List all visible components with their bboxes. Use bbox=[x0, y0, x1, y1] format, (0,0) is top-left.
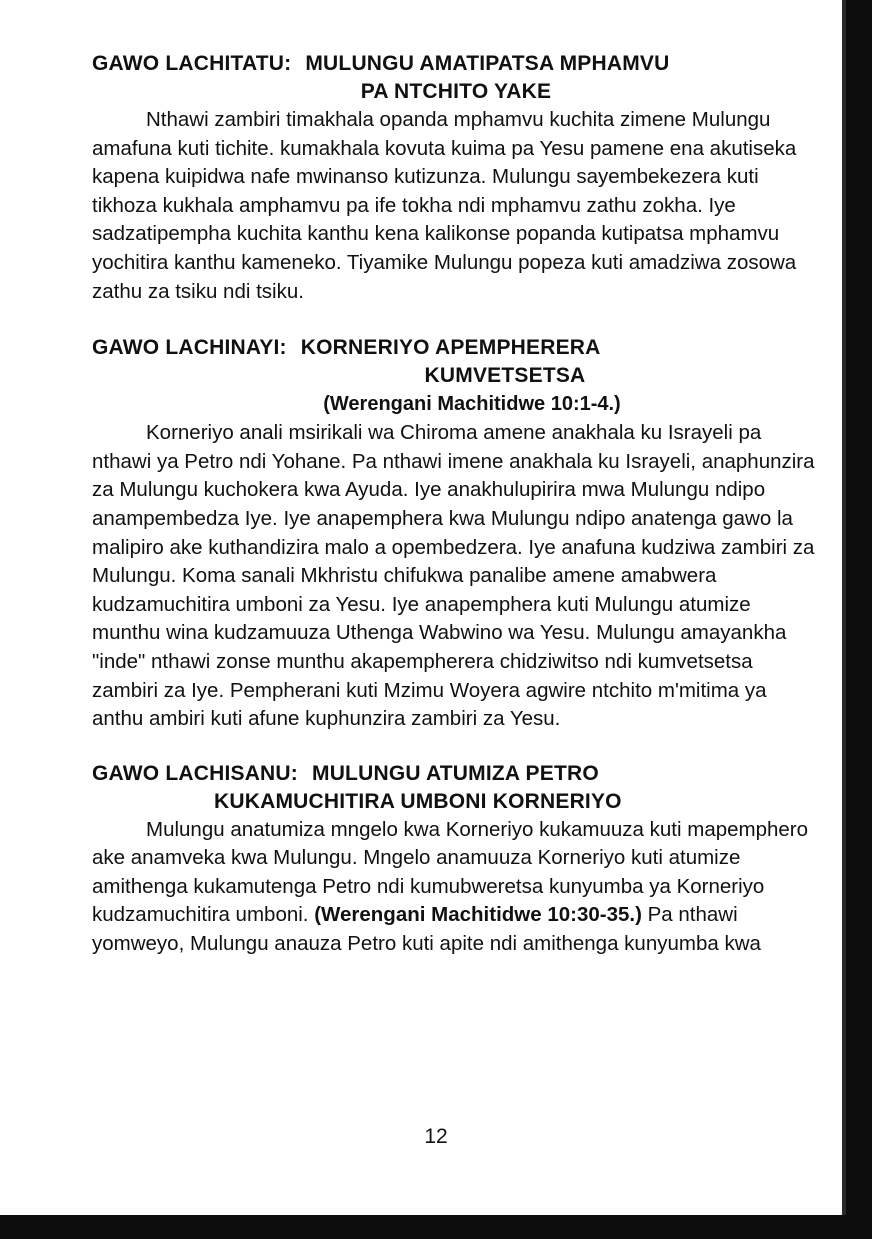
section-3-title-line2: PA NTCHITO YAKE bbox=[360, 80, 552, 103]
section-5-heading bbox=[92, 760, 820, 816]
section-5-title-line1: MULUNGU ATUMIZA PETRO bbox=[312, 761, 599, 785]
section-5-body bbox=[92, 816, 820, 959]
section-5-label: GAWO LACHISANU: bbox=[92, 761, 298, 785]
section-5-body-after: Pa nthawi yomweyo, Mulungu anauza Petro kuti apite ndi amithenga kunyumba kwa bbox=[92, 903, 761, 956]
section-5-title-line2: KUKAMUCHITIRA UMBONI KORNERIYO bbox=[214, 789, 622, 813]
section-3-title-line1: MULUNGU AMATIPATSA MPHAMVU bbox=[305, 52, 670, 75]
section-4-title-line1: KORNERIYO APEMPHERERA bbox=[300, 336, 601, 360]
section-5-reference: (Werengani Machitidwe 10:30-35.) bbox=[314, 903, 642, 927]
section-3-heading bbox=[92, 50, 820, 106]
section-5-body-before: Mulungu anatumiza mngelo kwa Korneriyo kukamuuza kuti mapemphero ake anamveka kwa Mulungu. Mngelo anamuuza Korneriyo kuti atumize amithenga kukamutenga Petro ndi kumubweretsa kunyumba ya Korneriyo kudzamuchitira umboni. bbox=[92, 817, 809, 927]
section-3-label: GAWO LACHITATU: bbox=[92, 52, 292, 75]
page-number: 12 bbox=[424, 1125, 448, 1148]
section-4-title-line2: KUMVETSETSA bbox=[424, 364, 586, 388]
section-4-body: Korneriyo anali msirikali wa Chiroma amene anakhala ku Israyeli pa nthawi ya Petro ndi Yohane. Pa nthawi imene anakhala ku Israyeli, anaphunzira za Mulungu kuchokera kwa Ayuda. Iye anakhulupirira mwa Mulungu ndipo anampembedza Iye. Iye anapemphera kwa Mulungu ndipo anatenga gawo la malipiro ake kuthandizira malo a opembedzera. Iye anafuna kudziwa zambiri za Mulungu. Koma sanali Mkhristu chifukwa panalibe amene amabwera kudzamuchitira umboni za Yesu. Iye anapemphera kuti Mulungu atumize munthu wina kudzamuuza Uthenga Wabwino wa Yesu. Mulungu amayankha "inde" nthawi zonse munthu akapempherera chidziwitso ndi kumvetsetsa zambiri za Iye. Pempherani kuti Mzimu Woyera agwire ntchito m'mitima ya anthu ambiri kuti afune kuphunzira zambiri za Yesu. bbox=[92, 421, 815, 731]
section-4-reference: (Werengani Machitidwe 10:1-4.) bbox=[323, 393, 621, 416]
scan-edge-right bbox=[846, 0, 872, 1239]
page-content bbox=[92, 50, 820, 959]
section-3-body: Nthawi zambiri timakhala opanda mphamvu kuchita zimene Mulungu amafuna kuti tichite. kumakhala kovuta kuima pa Yesu pamene ena akutiseka kapena kuipidwa nafe mwinanso kutizunza. Mulungu sayembekezera kuti tikhoza kukhala amphamvu pa ife tokha ndi mphamvu zathu zokha. Iye sadzatipempha kuchita kanthu kena kalikonse popanda kutipatsa mphamvu yochitira kanthu kameneko. Tiyamike Mulungu popeza kuti amadziwa zosowa zathu za tsiku ndi tsiku. bbox=[92, 108, 797, 303]
section-4-heading bbox=[92, 334, 820, 390]
section-4-label: GAWO LACHINAYI: bbox=[92, 336, 287, 360]
scan-edge-bottom bbox=[0, 1215, 872, 1239]
